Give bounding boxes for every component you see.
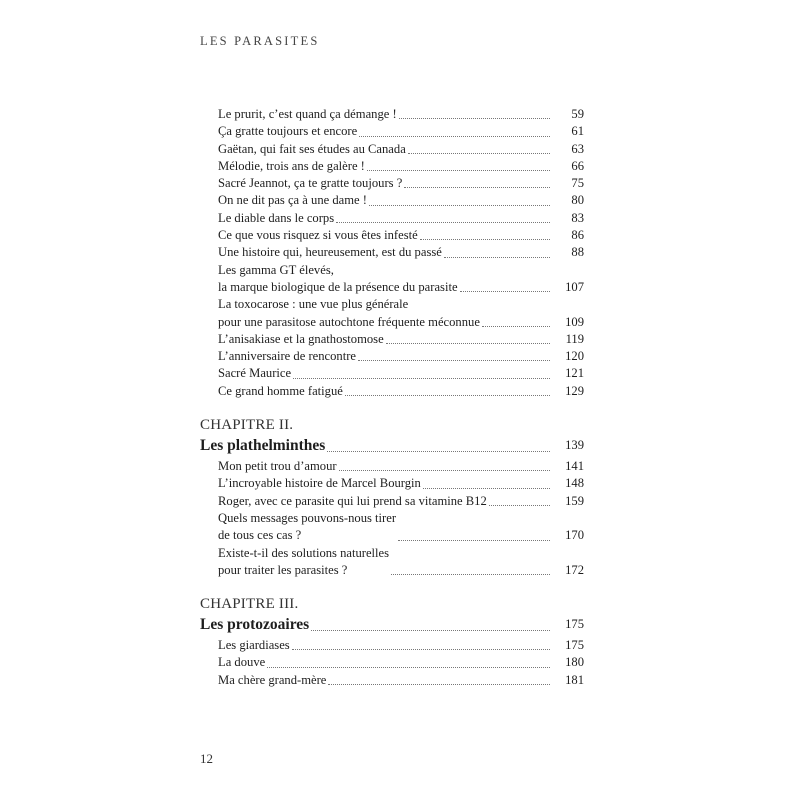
toc-entry-line: On ne dit pas ça à une dame !: [218, 193, 367, 208]
toc-entry-title: [218, 510, 396, 545]
chapter-title-row: [200, 614, 584, 635]
chapter-label: CHAPITRE III.: [200, 596, 299, 613]
toc-entry: [200, 123, 584, 140]
dot-leader: [391, 574, 550, 575]
chapter-title: Les protozoaires: [200, 616, 310, 634]
toc-entry-title: [218, 210, 334, 227]
dot-leader: [489, 505, 550, 506]
table-of-contents: [200, 106, 584, 689]
toc-entry-title: [218, 348, 356, 365]
dot-leader: [292, 649, 550, 650]
page-number: 141: [565, 459, 584, 474]
toc-entry: [200, 192, 584, 209]
toc-entry-line: La toxocarose : une vue plus générale: [218, 297, 409, 312]
dot-leader: [408, 153, 550, 154]
page-number: 129: [565, 383, 584, 398]
toc-entry-line: Sacré Jeannot, ça te gratte toujours ?: [218, 176, 403, 191]
toc-entry-title: [218, 672, 326, 689]
toc-entry-title: [218, 475, 421, 492]
toc-entry-title: [218, 654, 265, 671]
page-number: 139: [565, 438, 584, 453]
dot-leader: [386, 343, 550, 344]
toc-entry-line: Le prurit, c’est quand ça démange !: [218, 107, 397, 121]
page-number: 148: [565, 476, 584, 491]
chapter-title: Les plathelminthes: [200, 437, 326, 455]
toc-entry-line: Les gamma GT élevés,: [218, 262, 334, 277]
toc-entry-line: pour une parasitose autochtone fréquente méconnue: [218, 314, 480, 329]
toc-entry-title: [218, 106, 397, 123]
page-number: 181: [565, 672, 584, 687]
page-number: 119: [565, 331, 584, 346]
toc-entry-title: [218, 365, 291, 382]
toc-section-chapter-3-entries: [200, 637, 584, 689]
toc-entry-line: Quels messages pouvons-nous tirer: [218, 510, 397, 525]
dot-leader: [293, 378, 550, 379]
page-number: 120: [565, 349, 584, 364]
chapter-title-row: [200, 435, 584, 456]
toc-entry-line: la marque biologique de la présence du parasite: [218, 279, 458, 294]
toc-entry-line: Ça gratte toujours et encore: [218, 124, 358, 139]
toc-entry: [200, 493, 584, 510]
page-number: 83: [571, 210, 584, 225]
page-number: 63: [571, 141, 584, 156]
toc-entry: [200, 654, 584, 671]
toc-entry-line: Mélodie, trois ans de galère !: [218, 158, 365, 173]
dot-leader: [420, 239, 550, 240]
dot-leader: [398, 540, 550, 541]
dot-leader: [359, 136, 550, 137]
page-number: 175: [565, 638, 584, 653]
toc-entry: [200, 141, 584, 158]
toc-entry-line: L’anisakiase et la gnathostomose: [218, 331, 384, 346]
toc-entry-line: L’anniversaire de rencontre: [218, 349, 356, 364]
toc-entry-title: [218, 227, 418, 244]
dot-leader: [367, 170, 550, 171]
dot-leader: [327, 451, 550, 452]
toc-entry-title: [218, 192, 367, 209]
toc-entry-line: Roger, avec ce parasite qui lui prend sa vitamine B12: [218, 493, 487, 508]
toc-entry: [200, 296, 584, 331]
toc-entry-line: Ma chère grand-mère: [218, 672, 327, 687]
toc-entry: [200, 210, 584, 227]
page-number: 80: [571, 193, 584, 208]
toc-entry-title: [218, 158, 365, 175]
chapter-label: CHAPITRE II.: [200, 417, 294, 434]
toc-entry-title: [218, 244, 442, 261]
page-number: 159: [565, 493, 584, 508]
page-number: 180: [565, 655, 584, 670]
toc-entry-line: Gaëtan, qui fait ses études au Canada: [218, 141, 406, 156]
dot-leader: [482, 326, 550, 327]
dot-leader: [267, 667, 550, 668]
toc-entry-line: Ce que vous risquez si vous êtes infesté: [218, 228, 418, 243]
toc-entry: [200, 365, 584, 382]
dot-leader: [358, 360, 550, 361]
dot-leader: [399, 118, 550, 119]
toc-entry-title: [218, 262, 458, 297]
toc-entry-line: La douve: [218, 655, 266, 670]
page-number: 75: [571, 176, 584, 191]
page-number: 109: [565, 314, 584, 329]
toc-entry-line: Les giardiases: [218, 638, 290, 653]
toc-entry: [200, 175, 584, 192]
toc-entry-line: Une histoire qui, heureusement, est du passé: [218, 245, 442, 260]
dot-leader: [423, 488, 550, 489]
page-number: 121: [565, 366, 584, 381]
page-number: 175: [565, 617, 584, 632]
toc-entry-title: [218, 383, 343, 400]
toc-entry-line: Mon petit trou d’amour: [218, 459, 337, 474]
page-number: 88: [571, 245, 584, 260]
toc-section-chapter-2-entries: [200, 458, 584, 579]
toc-entry-line: Sacré Maurice: [218, 366, 292, 381]
toc-entry-line: L’incroyable histoire de Marcel Bourgin: [218, 476, 421, 491]
page-number: 86: [571, 228, 584, 243]
dot-leader: [369, 205, 550, 206]
dot-leader: [460, 291, 550, 292]
toc-entry-title: [218, 296, 480, 331]
toc-entry: [200, 262, 584, 297]
toc-entry-title: [218, 493, 487, 510]
toc-entry: [200, 158, 584, 175]
toc-section-chapter-1-entries: [200, 106, 584, 400]
dot-leader: [444, 257, 550, 258]
toc-entry-title: [218, 458, 337, 475]
toc-entry-title: [218, 175, 402, 192]
toc-entry: [200, 475, 584, 492]
toc-entry: [200, 545, 584, 580]
toc-entry-line: Le diable dans le corps: [218, 210, 335, 225]
folio-page-number: 12: [200, 751, 213, 766]
toc-entry-title: [218, 545, 389, 580]
dot-leader: [336, 222, 550, 223]
page-number: 172: [565, 562, 584, 577]
toc-entry: [200, 637, 584, 654]
page-number: 61: [571, 124, 584, 139]
toc-entry-line: de tous ces cas ?: [218, 528, 302, 543]
running-head: LES PARASITES: [200, 34, 320, 48]
toc-entry-line: Ce grand homme fatigué: [218, 383, 343, 398]
dot-leader: [328, 684, 550, 685]
page-number: 66: [571, 158, 584, 173]
page-number: 170: [565, 528, 584, 543]
toc-entry-title: [218, 331, 384, 348]
toc-entry: [200, 672, 584, 689]
toc-entry: [200, 348, 584, 365]
toc-entry: [200, 331, 584, 348]
dot-leader: [311, 630, 550, 631]
page-number: 107: [565, 279, 584, 294]
toc-entry-line: Existe-t-il des solutions naturelles: [218, 545, 390, 560]
toc-entry: [200, 383, 584, 400]
toc-entry-title: [218, 123, 357, 140]
toc-entry-title: [218, 141, 406, 158]
toc-entry: [200, 458, 584, 475]
dot-leader: [339, 470, 550, 471]
toc-entry-title: [218, 637, 290, 654]
toc-entry: [200, 510, 584, 545]
toc-entry: [200, 244, 584, 261]
toc-entry: [200, 106, 584, 123]
toc-entry: [200, 227, 584, 244]
page-number: 59: [571, 107, 584, 121]
dot-leader: [345, 395, 550, 396]
toc-entry-line: pour traiter les parasites ?: [218, 562, 348, 577]
dot-leader: [404, 187, 550, 188]
